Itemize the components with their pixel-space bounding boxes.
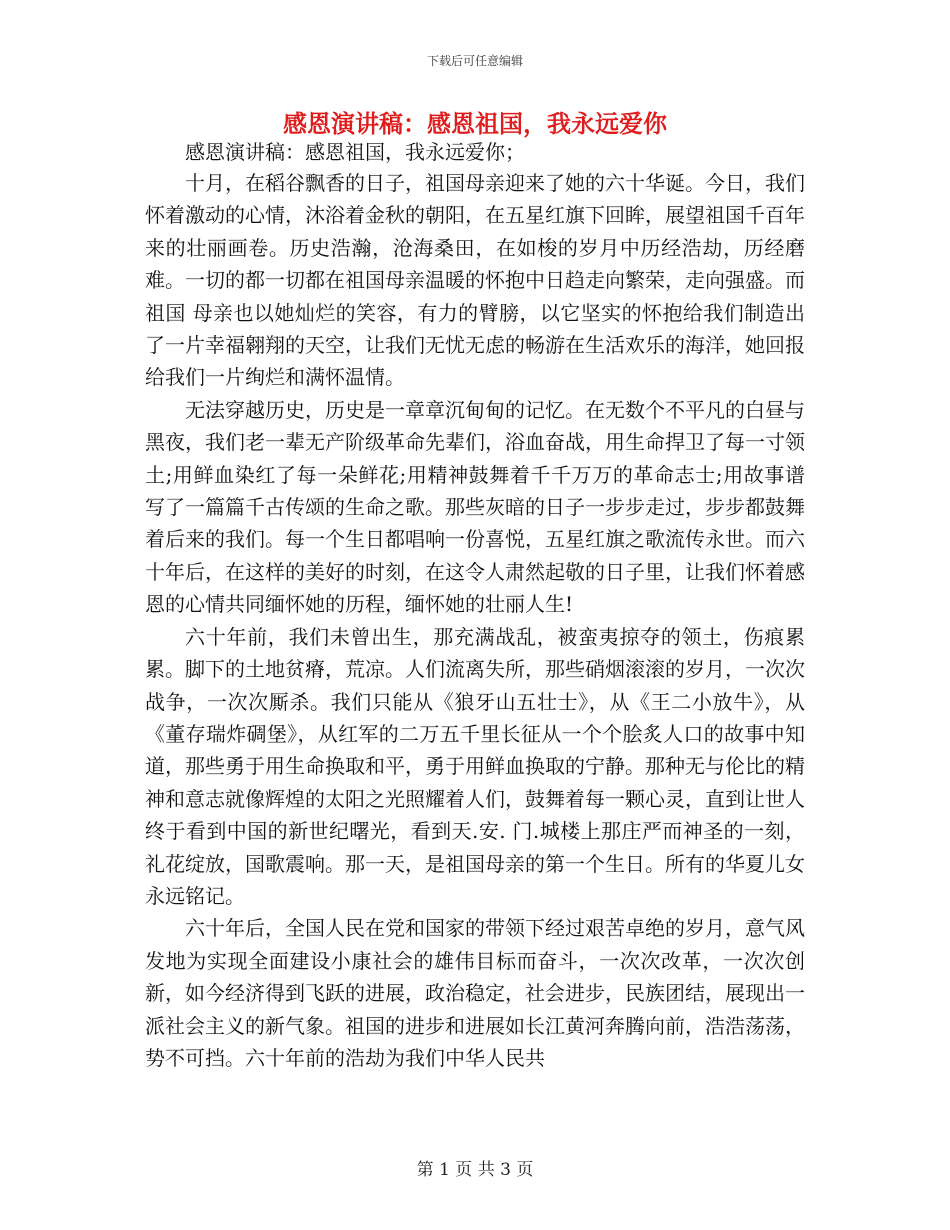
paragraph: 六十年后，全国人民在党和国家的带领下经过艰苦卓绝的岁月，意气风发地为实现全面建设小康社会的雄伟目标而奋斗，一次次改革，一次次创新，如今经济得到飞跃的进展，政治稳定，社会进步，民族团结，展现出一派社会主义的新气象。祖国的进步和进展如长江黄河奔腾向前，浩浩荡荡，势不可挡。六十年前的浩劫为我们中华人民共 xyxy=(145,916,805,1070)
paragraph-intro: 感恩演讲稿：感恩祖国，我永远爱你； xyxy=(185,140,525,164)
paragraph: 六十年前，我们未曾出生，那充满战乱，被蛮夷掠夺的领土，伤痕累累。脚下的土地贫瘠，荒凉。人们流离失所，那些硝烟滚滚的岁月，一次次战争，一次次厮杀。我们只能从《狼牙山五壮士》，从《王二小放牛》，从《董存瑞炸碉堡》，从红军的二万五千里长征从一个个脍炙人口的故事中知道，那些勇于用生命换取和平，勇于用鲜血换取的宁静。那种无与伦比的精神和意志就像辉煌的太阳之光照耀着人们，鼓舞着每一颗心灵，直到让世人终于看到中国的新世纪曙光，看到天.安. 门.城楼上那庄严而神圣的一刻，礼花绽放，国歌震响。那一天，是祖国母亲的第一个生日。所有的华夏儿女永远铭记。 xyxy=(145,624,805,908)
paragraph: 十月，在稻谷飘香的日子，祖国母亲迎来了她的六十华诞。今日，我们怀着激动的心情，沐浴着金秋的朝阳，在五星红旗下回眸，展望祖国千百年来的壮丽画卷。历史浩瀚，沧海桑田，在如梭的岁月中历经浩劫，历经磨难。一切的都一切都在祖国母亲温暖的怀抱中日趋走向繁荣，走向强盛。而祖国 母亲也以她灿烂的笑容，有力的臂膀，以它坚实的怀抱给我们制造出了一片幸福翱翔的天空，让我们无忧无虑的畅游在生活欢乐的海洋，她回报给我们一片绚烂和满怀温情。 xyxy=(145,171,805,390)
page-number-footer: 第 1 页 共 3 页 xyxy=(416,1160,534,1180)
paragraph: 无法穿越历史，历史是一章章沉甸甸的记忆。在无数个不平凡的白昼与黑夜，我们老一辈无产阶级革命先辈们，浴血奋战，用生命捍卫了每一寸领土;用鲜血染红了每一朵鲜花;用精神鼓舞着千千万万的革命志士;用故事谱写了一篇篇千古传颂的生命之歌。那些灰暗的日子一步步走过，步步都鼓舞着后来的我们。每一个生日都唱响一份喜悦，五星红旗之歌流传永世。而六十年后，在这样的美好的时刻，在这令人肃然起敬的日子里，让我们怀着感恩的心情共同缅怀她的历程，缅怀她的壮丽人生! xyxy=(145,397,805,617)
document-body xyxy=(145,137,805,1074)
page-header-note: 下载后可任意编辑 xyxy=(426,54,523,68)
document-title: 感恩演讲稿：感恩祖国，我永远爱你 xyxy=(283,109,667,138)
